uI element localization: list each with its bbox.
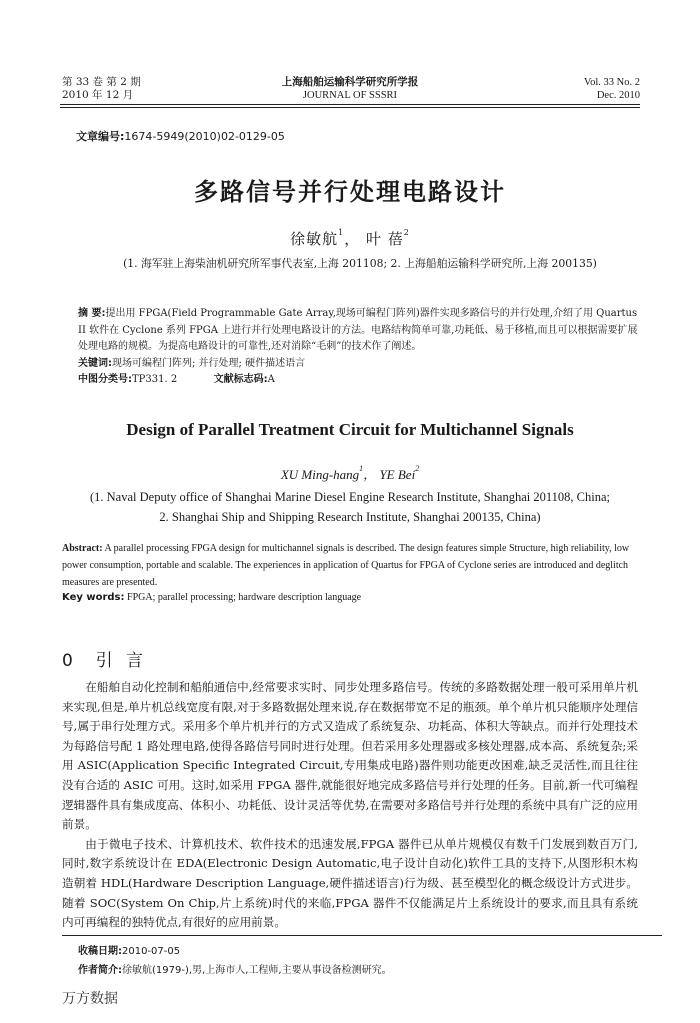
header-rule-thin: [60, 107, 640, 108]
header-rule-thick: [60, 104, 640, 105]
clc-label: 中图分类号:: [78, 374, 132, 385]
abstract-cn-block: [78, 306, 638, 389]
keywords-en-text: FPGA; parallel processing; hardware description language: [127, 592, 362, 603]
abstract-cn-text: 提出用 FPGA(Field Programmable Gate Array,现场可编程门阵列)器件实现多路信号的并行处理,介绍了用 Quartus II 软件在 Cyclone 系列 FPGA 上进行并行处理电路设计的方法。电路结构简单可靠,功耗低、易于移植,而且可以根据需要扩展处理电路的规模。为提高电路设计的可靠性,还对消除“毛刺”的技术作了阐述。: [78, 308, 638, 352]
authors-cn: [0, 228, 700, 249]
journal-name-en: JOURNAL OF SSSRI: [302, 90, 398, 101]
footnote-received: [78, 942, 180, 957]
doc-code-value: A: [267, 374, 275, 385]
clc-value: TP331. 2: [132, 374, 178, 385]
affiliation-en: [40, 487, 660, 527]
abstract-en-text: A parallel processing FPGA design for multichannel signals is described. The design features simple Structure, high reliability, low power consumption, portable and scalable. The experiences in application of Quartus for FPGA of Cyclone series are introduced and deglitch measures are presented.: [62, 543, 630, 588]
section-number: 0: [62, 651, 77, 671]
paragraph-1: 在船舶自动化控制和船舶通信中,经常要求实时、同步处理多路信号。传统的多路数据处理一般可采用单片机来实现,但是,单片机总线宽度有限,对于多路数据处理来说,存在数据带宽不足的瓶颈。单个单片机只能顺序处理信号,属于串行处理方式。采用多个单片机并行的方式又造成了系统复杂、功耗高、体积大等缺点。而并行处理技术为每路信号配 1 路处理电路,使得各路信号同时进行处理。但若采用多处理器或多核处理器,成本高、系统复杂;采用 ASIC(Application Specific Integrated Circuit,专用集成电路)器件则功能更改困难,缺乏灵活性,而且往往没有合适的 ASIC 可用。这时,如采用 FPGA 器件,就能很好地完成多路信号并行处理的任务。目前,新一代可编程逻辑器件具有集成度高、体积小、功耗低、设计灵活等优势,在需要对多路信号并行处理的系统中具有广泛的应用前景。: [62, 680, 638, 832]
journal-volume-en: [584, 76, 640, 102]
received-label: 收稿日期:: [78, 946, 122, 957]
author-bio-label: 作者简介:: [78, 965, 122, 976]
author-separator: ，: [344, 230, 361, 248]
author-1-en: XU Ming-hang: [280, 467, 360, 482]
issue-date-cn: 2010 年 12 月: [62, 89, 134, 101]
classification-line: [78, 372, 638, 389]
section-heading: [62, 646, 147, 671]
keywords-en: [62, 592, 638, 603]
author-1-en-affil-mark: 1: [359, 464, 364, 473]
volume-number-en: Vol. 33 No. 2: [583, 77, 640, 88]
author-2-en-affil-mark: 2: [415, 464, 420, 473]
journal-name-cn: 上海船舶运输科学研究所学报: [281, 76, 419, 88]
author-2-en: YE Bei: [379, 467, 416, 482]
affiliation-en-line2: 2. Shanghai Ship and Shipping Research Institute, Shanghai 200135, China): [159, 510, 541, 524]
keywords-cn: [78, 356, 638, 373]
issue-date-en: Dec. 2010: [596, 90, 640, 101]
author-2-cn: 叶 蓓: [366, 230, 404, 248]
author-1-cn: 徐敏航: [290, 230, 339, 248]
author-2-affil-mark: 2: [403, 228, 410, 237]
affiliation-cn: (1. 海军驻上海柴油机研究所军事代表室,上海 201108; 2. 上海船舶运输科学研究所,上海 200135): [123, 257, 597, 270]
author-bio-text: 徐敏航(1979-),男,上海市人,工程师,主要从事设备检测研究。: [122, 965, 392, 976]
doc-code-label: 文献标志码:: [213, 374, 268, 385]
article-number: [76, 128, 285, 144]
article-number-label: 文章编号:: [76, 130, 125, 143]
abstract-cn: [78, 306, 638, 356]
paper-title-en: Design of Parallel Treatment Circuit for Multichannel Signals: [126, 420, 574, 439]
abstract-en-label: Abstract:: [62, 543, 103, 554]
affiliation-en-line1: (1. Naval Deputy office of Shanghai Marine Diesel Engine Research Institute, Shanghai 201108, China;: [89, 490, 610, 504]
footnote-author-bio: [78, 961, 392, 976]
author-1-affil-mark: 1: [338, 228, 345, 237]
paper-title-cn: 多路信号并行处理电路设计: [194, 178, 506, 206]
volume-issue: 第 33 卷 第 2 期: [62, 76, 141, 88]
keywords-cn-label: 关键词:: [78, 357, 112, 369]
footnote-rule: [62, 935, 662, 936]
author-en-separator: ，: [363, 467, 377, 482]
section-title: 引 言: [95, 651, 148, 671]
authors-en: [0, 464, 700, 483]
watermark: 万方数据: [62, 991, 118, 1007]
article-number-value: 1674-5949(2010)02-0129-05: [124, 130, 285, 143]
abstract-en: [62, 540, 638, 591]
body-text: [62, 678, 638, 933]
keywords-en-label: Key words:: [62, 592, 125, 603]
keywords-cn-text: 现场可编程门阵列; 并行处理; 硬件描述语言: [112, 357, 306, 369]
received-date: 2010-07-05: [122, 946, 181, 957]
paragraph-2: 由于微电子技术、计算机技术、软件技术的迅速发展,FPGA 器件已从单片规模仅有数千门发展到数百万门,同时,数字系统设计在 EDA(Electronic Design Automatic,电子设计自动化)软件工具的支持下,从图形积木构造朝着 HDL(Hardware Description Language,硬件描述语言)行为级、甚至模型化的概念级设计方式进步。随着 SOC(System On Chip,片上系统)时代的来临,FPGA 器件不仅能满足片上系统设计的要求,而且具有系统内可再编程的独特优点,有很好的应用前景。: [62, 836, 638, 930]
abstract-cn-label: 摘 要:: [78, 308, 106, 319]
